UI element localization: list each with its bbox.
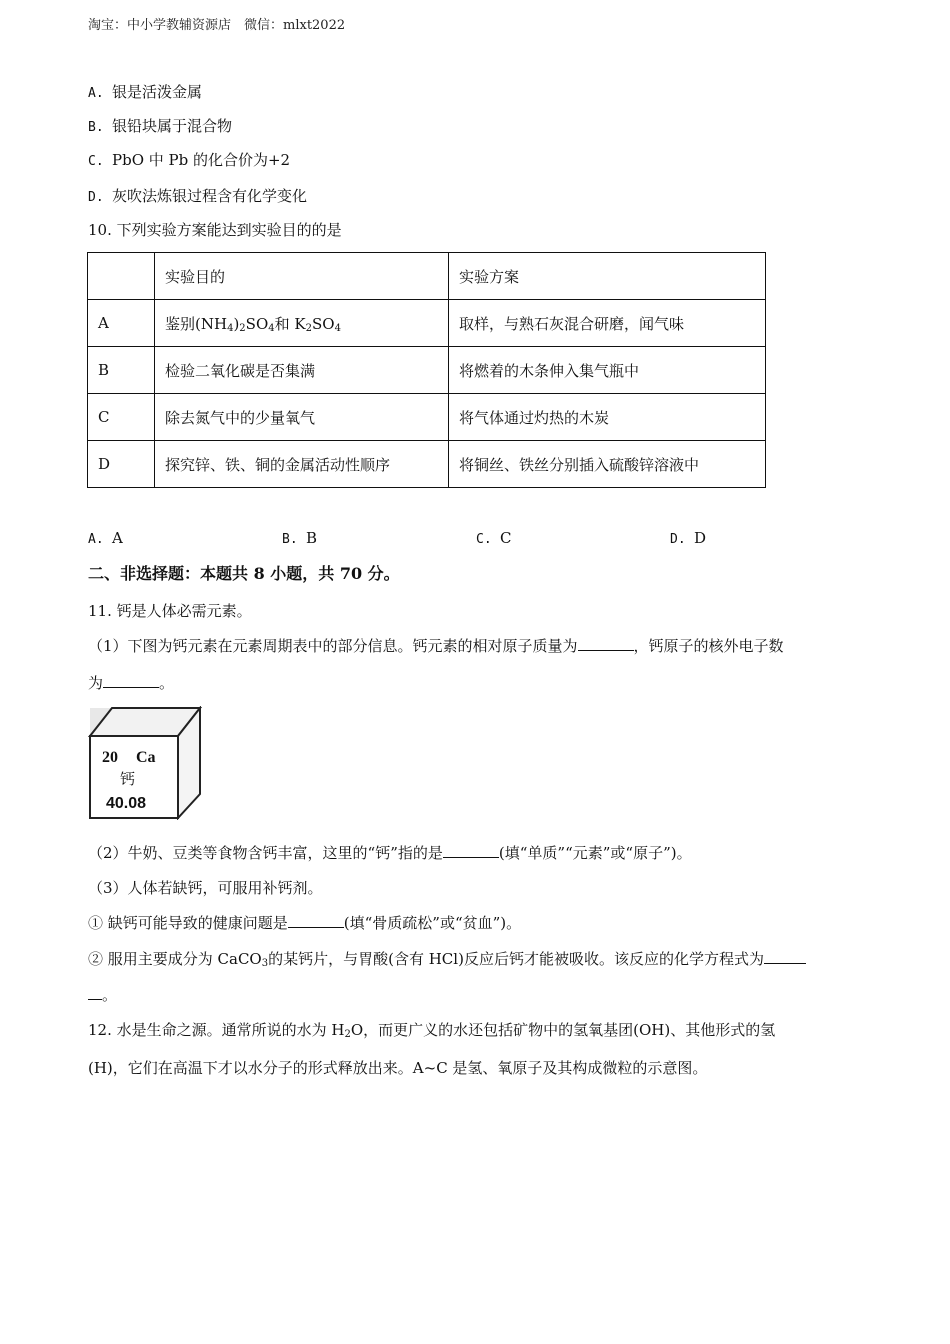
table-row (88, 394, 766, 441)
row-purpose: 除去氮气中的少量氧气 (155, 394, 449, 441)
option-text: 银是活泼金属 (112, 83, 203, 101)
atomic-mass: 40.08 (106, 795, 147, 812)
choice-letter: A. (88, 532, 104, 547)
answer-blank[interactable] (578, 636, 634, 651)
q11-part1-line1: （1）下图为钙元素在元素周期表中的部分信息。钙元素的相对原子质量为 ，钙原子的核外电子数 (88, 637, 784, 655)
answer-blank[interactable] (103, 673, 159, 688)
answer-blank[interactable] (288, 913, 344, 928)
row-purpose: 鉴别$(NH_4)_2SO_4$和 $K_2SO_4$ (155, 300, 449, 347)
q11-part3-2-cont: 。 (88, 985, 117, 1005)
option-text: 灰吹法炼银过程含有化学变化 (112, 187, 308, 205)
q9-option-c (88, 150, 290, 172)
option-text: 银铅块属于混合物 (112, 117, 233, 135)
row-plan: 取样，与熟石灰混合研磨，闻气味 (449, 300, 766, 347)
q11-part3: （3）人体若缺钙，可服用补钙剂。 (88, 879, 323, 897)
choice-text: A (112, 529, 123, 547)
q11-part2: （2）牛奶、豆类等食物含钙丰富，这里的“钙”指的是 (填“单质”“元素”或“原子”)。 (88, 844, 692, 862)
row-label: B (88, 347, 155, 394)
option-letter: D. (88, 190, 104, 205)
option-letter: C. (88, 154, 104, 169)
row-purpose: 检验二氧化碳是否集满 (155, 347, 449, 394)
row-plan: 将燃着的木条伸入集气瓶中 (449, 347, 766, 394)
choice-letter: C. (476, 532, 492, 547)
experiment-table (87, 252, 766, 488)
section-title: 二、非选择题：本题共 8 小题，共 70 分。 (88, 564, 400, 583)
choice-text: D (694, 529, 707, 547)
table-header-row (88, 253, 766, 300)
table-row (88, 441, 766, 488)
q12-line2: (H)，它们在高温下才以水分子的形式释放出来。A~C 是氢、氧原子及其构成微粒的示意图。 (88, 1059, 708, 1077)
table-row (88, 300, 766, 347)
q10-choice-b (282, 529, 317, 547)
q11-part3-2: ② 服用主要成分为 CaCO$_3$的某钙片，与胃酸(含有 HCl)反应后钙才能被吸收。该反应的化学方程式为 (88, 949, 806, 974)
option-letter: B. (88, 120, 104, 135)
choice-text: B (306, 529, 318, 547)
table-header-cell: 实验目的 (155, 253, 449, 300)
q11-part1-line2: 为 。 (88, 674, 175, 692)
table-row (88, 347, 766, 394)
q11-part3-1: ① 缺钙可能导致的健康问题是 (填“骨质疏松”或“贫血”)。 (88, 914, 522, 932)
q10-choice-d (670, 529, 706, 547)
choice-text: C (500, 529, 512, 547)
calcium-element-card (88, 706, 202, 820)
answer-blank[interactable] (443, 843, 499, 858)
page-header: 淘宝：中小学教辅资源店 微信：mlxt2022 (88, 18, 346, 33)
row-label: D (88, 441, 155, 488)
row-label: C (88, 394, 155, 441)
table-header-cell: 实验方案 (449, 253, 766, 300)
row-plan: 将铜丝、铁丝分别插入硫酸锌溶液中 (449, 441, 766, 488)
row-plan: 将气体通过灼热的木炭 (449, 394, 766, 441)
element-symbol: Ca (136, 749, 156, 766)
q12-line1: 12. 水是生命之源。通常所说的水为 $H_2O$，而更广义的水还包括矿物中的氢氧基团(OH)、其他形式的氢 (88, 1021, 776, 1040)
q10-choice-c (476, 529, 511, 547)
q10-choice-a (88, 529, 123, 547)
q11-stem: 11. 钙是人体必需元素。 (88, 602, 252, 620)
row-purpose: 探究锌、铁、铜的金属活动性顺序 (155, 441, 449, 488)
option-text: PbO 中 Pb 的化合价为+2 (112, 151, 291, 169)
answer-blank[interactable] (88, 985, 102, 1000)
choice-letter: B. (282, 532, 298, 547)
choice-letter: D. (670, 532, 686, 547)
element-name: 钙 (120, 770, 136, 788)
atomic-number: 20 (102, 749, 118, 766)
q9-option-b (88, 116, 232, 138)
row-label: A (88, 300, 155, 347)
q9-option-d (88, 186, 307, 208)
q9-option-a (88, 82, 202, 104)
answer-blank[interactable] (764, 949, 806, 964)
q10-stem: 10. 下列实验方案能达到实验目的的是 (88, 221, 342, 239)
table-header-cell (88, 253, 155, 300)
option-letter: A. (88, 86, 104, 101)
